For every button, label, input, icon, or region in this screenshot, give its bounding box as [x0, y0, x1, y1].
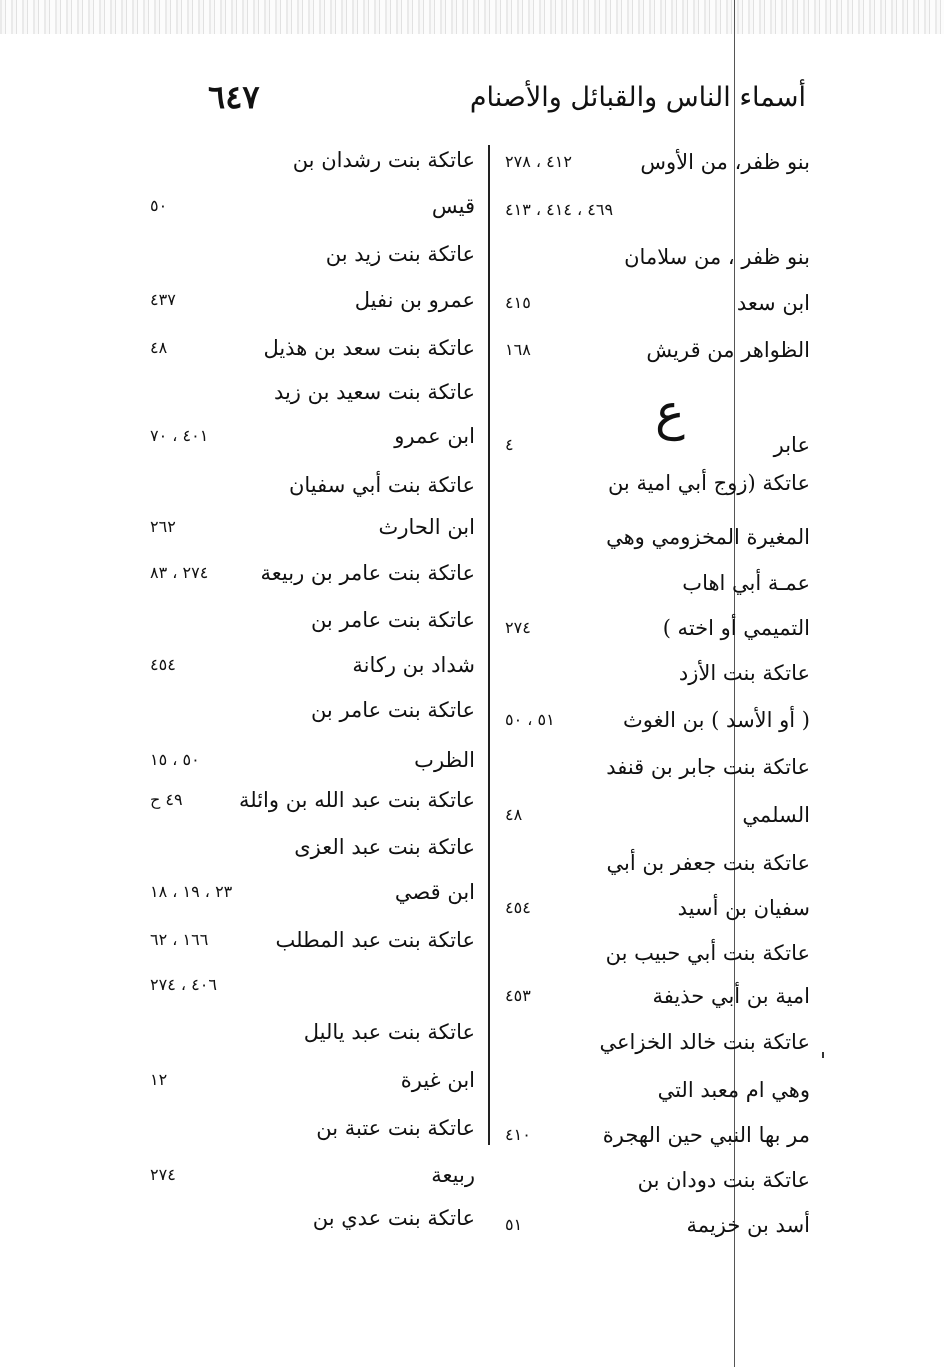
index-entry [150, 872, 475, 912]
index-entry [150, 186, 475, 226]
margin-mark [822, 1052, 824, 1058]
entry-page-refs: ٥١ [505, 1215, 523, 1234]
entry-page-refs: ٤٨ [150, 338, 168, 357]
entry-name: ابن قصي [394, 880, 475, 904]
index-entry [150, 234, 475, 274]
index-entry [150, 1155, 475, 1195]
index-entry [150, 328, 475, 368]
entry-name: سفيان بن أسيد [677, 896, 810, 920]
entry-name: عاتكة بنت أبي حبيب بن [605, 941, 810, 965]
entry-page-refs: ٤٠١ ، ٧٠ [150, 426, 209, 445]
index-entry [505, 1160, 810, 1200]
entry-name: عاتكة بنت عدي بن [312, 1206, 475, 1230]
entry-name: عاتكة بنت دودان بن [637, 1168, 810, 1192]
entry-name: بنو ظفر، من الأوس [640, 150, 810, 174]
entry-name: عاتكة بنت زيد بن [325, 242, 475, 266]
index-entry [505, 843, 810, 883]
entry-name: ( أو الأسد ) بن الغوث [623, 708, 810, 732]
index-entry [505, 933, 810, 973]
entry-name: عمرو بن نفيل [354, 288, 475, 312]
entry-name: عاتكة بنت عامر بن [310, 698, 475, 722]
index-entry [505, 795, 810, 835]
index-entry [505, 1115, 810, 1155]
entry-name: عاتكة بنت عبد العزى [294, 835, 475, 859]
index-entry [150, 1198, 475, 1238]
entry-name: عاتكة بنت عامر بن ربيعة [260, 561, 475, 585]
entry-name: قيس [431, 194, 475, 218]
entry-name: عاتكة بنت أبي سفيان [288, 473, 475, 497]
entry-page-refs: ٤٣٧ [150, 290, 176, 309]
entry-name: السلمي [742, 803, 810, 827]
index-entry [505, 425, 810, 465]
entry-page-refs: ٢٧٤ ، ٨٣ [150, 563, 209, 582]
entry-name: عاتكة بنت الأزد [678, 661, 810, 685]
index-entry [150, 1108, 475, 1148]
entry-page-refs: ١٢ [150, 1070, 168, 1089]
index-entry [150, 740, 475, 780]
entry-name: بنو ظفر ، من سلامان [624, 245, 810, 269]
index-entry [505, 190, 810, 230]
entry-name: ابن عمرو [394, 424, 475, 448]
index-entry [150, 140, 475, 180]
index-entry [150, 920, 475, 960]
entry-page-refs: ٤٥٣ [505, 986, 531, 1005]
index-entry [505, 1022, 810, 1062]
index-entry [505, 283, 810, 323]
entry-name: ربيعة [431, 1163, 475, 1187]
entry-page-refs: ٤١٠ [505, 1125, 531, 1144]
index-entry [150, 507, 475, 547]
entry-name: عاتكة (زوج أبي امية بن [607, 471, 810, 495]
entry-page-refs: ١٦٦ ، ٦٢ [150, 930, 209, 949]
entry-name: عمـة أبي اهاب [682, 571, 810, 595]
index-entry [505, 1205, 810, 1245]
entry-page-refs: ٢٦٢ [150, 517, 176, 536]
entry-name: عاتكة بنت سعيد بن زيد [273, 380, 475, 404]
entry-page-refs: ٤٠٦ ، ٢٧٤ [150, 975, 217, 994]
entry-page-refs: ٢٣ ، ١٩ ، ١٨ [150, 882, 233, 901]
entry-name: أسد بن خزيمة [686, 1213, 810, 1237]
entry-name: عاتكة بنت عامر بن [310, 608, 475, 632]
entry-name: امية بن أبي حذيفة [652, 984, 810, 1008]
entry-name: عاتكة بنت رشدان بن [292, 148, 475, 172]
scan-noise-strip [0, 0, 944, 34]
entry-name: عاتكة بنت عبد المطلب [275, 928, 475, 952]
index-entry [150, 645, 475, 685]
entry-page-refs: ٥٠ [150, 196, 168, 215]
entry-name: عاتكة بنت عبد الله بن وائلة [238, 788, 475, 812]
entry-name: عاتكة بنت خالد الخزاعي [599, 1030, 810, 1054]
entry-name: ابن سعد [736, 291, 810, 315]
index-entry [505, 563, 810, 603]
index-entry [150, 553, 475, 593]
entry-name: التميمي أو اخته ) [662, 616, 810, 640]
entry-page-refs: ٢٧٤ [150, 1165, 176, 1184]
entry-page-refs: ٥١ ، ٥٠ [505, 710, 555, 729]
index-entry [505, 888, 810, 928]
entry-name: الظرب [414, 748, 475, 772]
entry-page-refs: ٤١٥ [505, 293, 531, 312]
index-entry [150, 1012, 475, 1052]
column-divider [488, 145, 490, 1145]
index-entry [150, 1060, 475, 1100]
index-entry [505, 237, 810, 277]
index-entry [505, 517, 810, 557]
entry-name: المغيرة المخزومي وهي [606, 525, 810, 549]
entry-page-refs: ٤٩ ح [150, 790, 183, 809]
index-entry [505, 653, 810, 693]
index-entry [505, 976, 810, 1016]
entry-page-refs: ٤١٢ ، ٢٧٨ [505, 152, 572, 171]
index-entry [505, 700, 810, 740]
index-entry [150, 827, 475, 867]
index-entry [150, 416, 475, 456]
entry-name: الظواهر من قريش [646, 338, 810, 362]
index-entry [505, 608, 810, 648]
entry-name: عاتكة بنت جعفر بن أبي [606, 851, 810, 875]
index-entry [150, 600, 475, 640]
entry-page-refs: ١٦٨ [505, 340, 531, 359]
index-entry [150, 372, 475, 412]
index-entry [150, 780, 475, 820]
entry-name: ابن الحارث [378, 515, 475, 539]
index-entry [505, 1070, 810, 1110]
index-entry [150, 690, 475, 730]
entry-name: ابن غيرة [400, 1068, 475, 1092]
page-header-title: أسماء الناس والقبائل والأصنام [469, 82, 806, 113]
entry-page-refs: ٤٦٩ ، ٤١٤ ، ٤١٣ [505, 200, 614, 219]
entry-name: شداد بن ركانة [352, 653, 475, 677]
entry-name: عابر [773, 433, 810, 457]
index-entry [505, 463, 810, 503]
entry-page-refs: ٤٥٤ [505, 898, 531, 917]
entry-page-refs: ٢٧٤ [505, 618, 531, 637]
entry-name: عاتكة بنت سعد بن هذيل [263, 336, 475, 360]
section-letter: ع [655, 383, 685, 441]
index-entry [505, 747, 810, 787]
entry-name: مر بها النبي حين الهجرة [602, 1123, 810, 1147]
entry-page-refs: ٤٥٤ [150, 655, 176, 674]
entry-name: عاتكة بنت عبد ياليل [303, 1020, 475, 1044]
entry-page-refs: ٥٠ ، ١٥ [150, 750, 200, 769]
entry-name: وهي ام معبد التي [657, 1078, 810, 1102]
entry-name: عاتكة بنت عتبة بن [316, 1116, 475, 1140]
index-entry [150, 965, 475, 1005]
page-number: ٦٤٧ [208, 78, 260, 116]
index-entry [150, 465, 475, 505]
index-entry [150, 280, 475, 320]
entry-page-refs: ٤ [505, 435, 514, 454]
index-entry [505, 142, 810, 182]
entry-name: عاتكة بنت جابر بن قنفد [606, 755, 810, 779]
entry-page-refs: ٤٨ [505, 805, 523, 824]
index-entry [505, 330, 810, 370]
